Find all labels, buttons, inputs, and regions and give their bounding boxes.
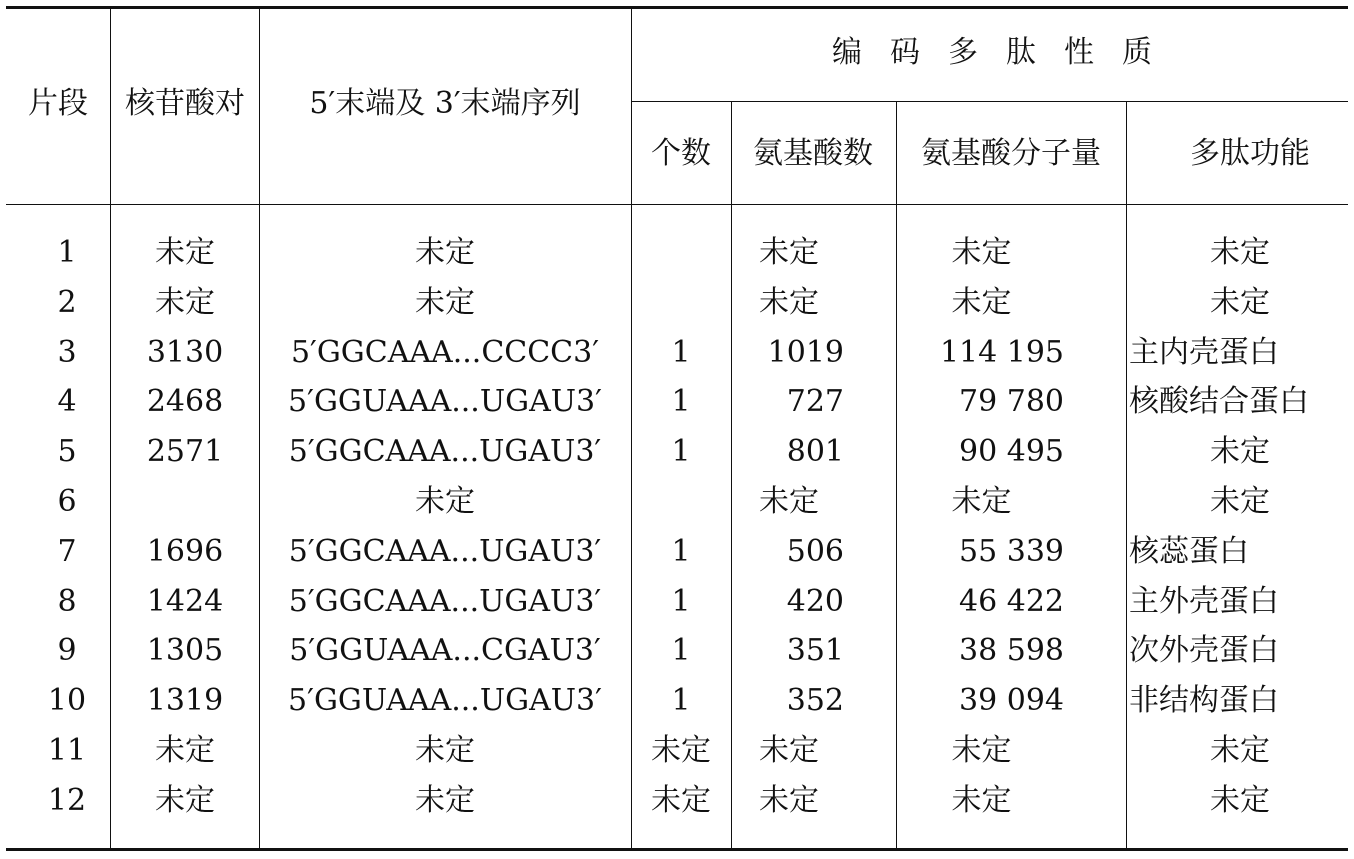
sequence-cell: 5′GGCAAA...UGAU3′ [288,533,602,569]
amino-acid-mw-cell: 79 780 [959,384,1064,420]
amino-acid-mw-cell: 38 598 [959,633,1064,669]
nucleotide-pairs-cell: 2571 [146,434,224,470]
table-row [0,328,1354,378]
header-amino-acid-count: 氨基酸数 [753,136,873,171]
table-row [0,776,1354,826]
amino-acid-count-cell: 801 [786,434,844,470]
sequence-cell: 未定 [415,733,475,768]
header-nucleotide-pairs: 核苷酸对 [125,86,245,121]
function-cell: 非结构蛋白 [1129,683,1279,719]
count-cell [634,477,728,527]
header-segment: 片段 [28,86,88,121]
table-row [0,377,1354,427]
amino-acid-mw-cell: 46 422 [959,583,1064,619]
header-bottom-rule [6,204,1348,205]
segment-cell: 7 [57,533,77,569]
count-cell: 1 [671,384,691,420]
sequence-cell: 未定 [415,284,475,320]
table-row [0,228,1354,278]
count-cell: 1 [671,583,691,619]
count-cell: 1 [671,434,691,470]
function-cell: 主外壳蛋白 [1129,583,1279,619]
count-cell: 1 [671,683,691,719]
count-cell: 未定 [651,733,711,768]
table-top-rule [6,6,1348,9]
count-cell: 1 [671,633,691,669]
nucleotide-pairs-cell: 未定 [155,733,215,768]
segment-cell: 5 [57,434,77,470]
amino-acid-count-cell: 未定 [759,733,819,768]
segment-cell: 4 [57,384,77,420]
header-terminal-sequences: 5′末端及 3′末端序列 [309,86,581,121]
table-row [0,577,1354,627]
amino-acid-mw-cell: 未定 [951,733,1012,768]
group-header-rule [631,101,1348,102]
amino-acid-mw-cell: 未定 [951,284,1012,320]
segment-cell: 10 [47,683,87,719]
count-cell [634,228,728,278]
amino-acid-count-cell: 420 [786,583,844,619]
segment-cell: 2 [57,284,77,320]
sequence-cell: 未定 [415,782,475,818]
amino-acid-mw-cell: 未定 [951,235,1012,270]
nucleotide-pairs-cell: 1424 [146,583,224,619]
table-row [0,626,1354,676]
nucleotide-pairs-cell [112,477,258,527]
amino-acid-count-cell: 506 [786,533,844,569]
nucleotide-pairs-cell: 1319 [146,683,224,719]
nucleotide-pairs-cell: 2468 [146,384,224,420]
sequence-cell: 5′GGUAAA...UGAU3′ [288,384,602,420]
nucleotide-pairs-cell: 未定 [155,782,215,818]
count-cell: 未定 [651,782,711,818]
sequence-cell: 未定 [415,484,475,519]
count-cell: 1 [671,334,691,370]
amino-acid-count-cell: 未定 [759,235,819,270]
amino-acid-count-cell: 351 [786,633,844,669]
amino-acid-count-cell: 727 [786,384,844,420]
nucleotide-pairs-cell: 未定 [155,235,215,270]
header-count: 个数 [651,136,711,171]
sequence-cell: 5′GGUAAA...UGAU3′ [288,683,602,719]
count-cell [634,278,728,328]
function-cell: 未定 [1210,782,1270,818]
amino-acid-mw-cell: 55 339 [959,533,1064,569]
segment-cell: 11 [47,733,87,768]
nucleotide-pairs-cell: 3130 [146,334,224,370]
segment-cell: 8 [57,583,77,619]
segment-cell: 12 [47,782,87,818]
nucleotide-pairs-cell: 1305 [146,633,224,669]
table-bottom-rule [6,848,1348,851]
segment-cell: 3 [57,334,77,370]
table-row [0,477,1354,527]
function-cell: 未定 [1210,235,1270,270]
sequence-cell: 5′GGCAAA...UGAU3′ [288,583,602,619]
sequence-cell: 5′GGUAAA...CGAU3′ [289,633,601,669]
table-row [0,527,1354,577]
function-cell: 未定 [1210,284,1270,320]
amino-acid-count-cell: 352 [786,683,844,719]
header-amino-acid-mw: 氨基酸分子量 [921,136,1101,171]
segment-cell: 9 [57,633,77,669]
function-cell: 核酸结合蛋白 [1129,384,1309,420]
function-cell: 未定 [1210,733,1270,768]
amino-acid-mw-cell: 39 094 [959,683,1064,719]
nucleotide-pairs-cell: 1696 [146,533,224,569]
header-polypeptide-function: 多肽功能 [1190,136,1310,171]
function-cell: 主内壳蛋白 [1129,334,1279,370]
function-cell: 核蕊蛋白 [1129,533,1249,569]
amino-acid-count-cell: 未定 [759,782,819,818]
segment-cell: 6 [57,484,77,519]
amino-acid-count-cell: 未定 [759,284,819,320]
amino-acid-count-cell: 未定 [759,484,819,519]
count-cell: 1 [671,533,691,569]
sequence-cell: 5′GGCAAA...UGAU3′ [288,434,602,470]
sequence-cell: 5′GGCAAA...CCCC3′ [290,334,600,370]
amino-acid-mw-cell: 未定 [951,782,1012,818]
nucleotide-pairs-cell: 未定 [155,284,215,320]
segment-cell: 1 [57,235,77,270]
function-cell: 未定 [1210,484,1270,519]
table-row [0,427,1354,477]
table-row [0,278,1354,328]
amino-acid-mw-cell: 114 195 [939,334,1064,370]
function-cell: 未定 [1210,434,1270,470]
sequence-cell: 未定 [415,235,475,270]
header-encoded-polypeptide: 编码多肽性质 [832,35,1180,70]
table-row [0,726,1354,776]
amino-acid-count-cell: 1019 [767,334,844,370]
amino-acid-mw-cell: 90 495 [959,434,1064,470]
function-cell: 次外壳蛋白 [1129,633,1279,669]
amino-acid-mw-cell: 未定 [951,484,1012,519]
table-row [0,676,1354,726]
